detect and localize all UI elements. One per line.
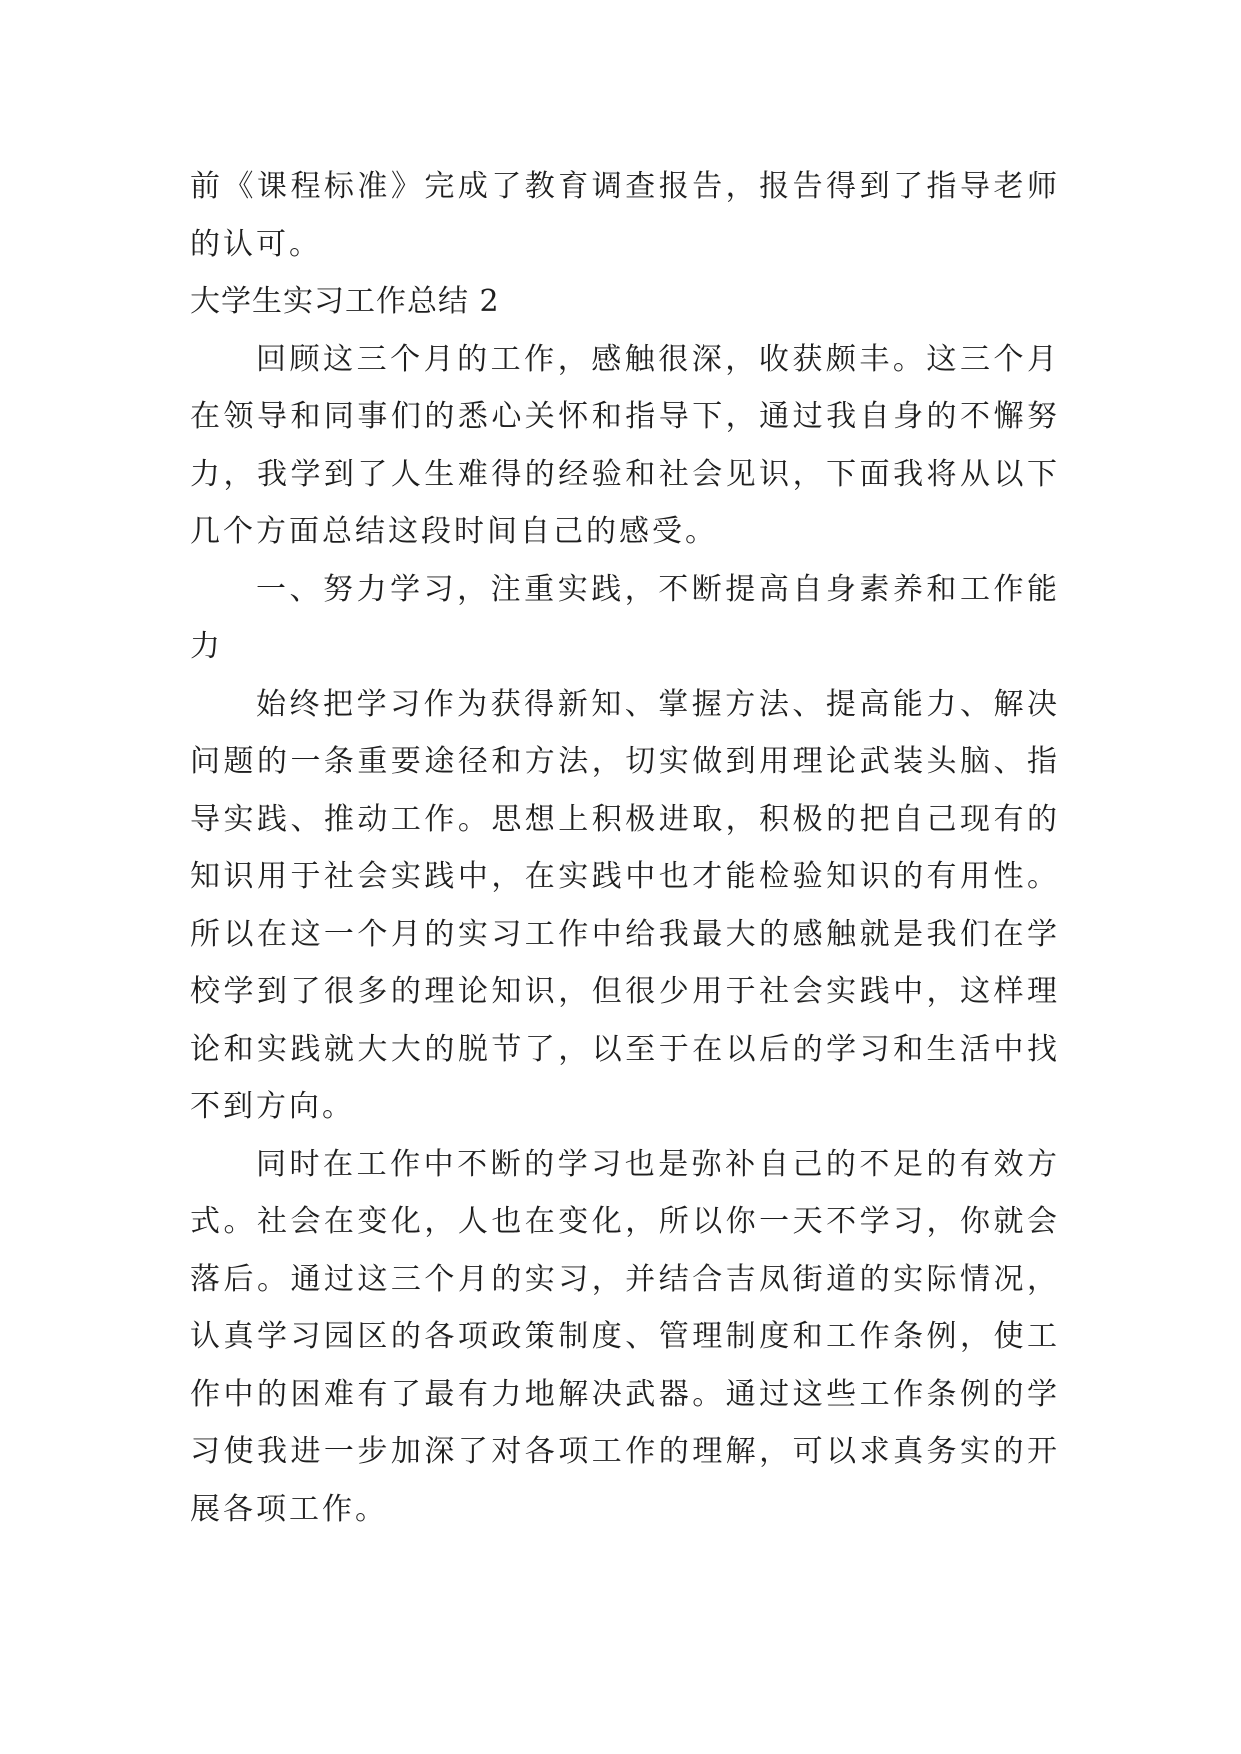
section-title: 大学生实习工作总结 2 (190, 284, 500, 319)
paragraph-continuous-learning: 同时在工作中不断的学习也是弥补自己的不足的有效方式。社会在变化，人也在变化，所以你一天不学习，你就会落后。通过这三个月的实习，并结合吉凤街道的实际情况，认真学习园区的各项政策制度、管理制度和工作条例，使工作中的困难有了最有力地解决武器。通过这些工作条例的学习使我进一步加深了对各项工作的理解，可以求真务实的开展各项工作。 (190, 1146, 1060, 1527)
document-body (190, 158, 1060, 1538)
paragraph-intro: 回顾这三个月的工作，感触很深，收获颇丰。这三个月在领导和同事们的悉心关怀和指导下，通过我自身的不懈努力，我学到了人生难得的经验和社会见识，下面我将从以下几个方面总结这段时间自己的感受。 (190, 341, 1060, 549)
paragraph-study: 始终把学习作为获得新知、掌握方法、提高能力、解决问题的一条重要途径和方法，切实做到用理论武装头脑、指导实践、推动工作。思想上积极进取，积极的把自己现有的知识用于社会实践中，在实践中也才能检验知识的有用性。所以在这一个月的实习工作中给我最大的感触就是我们在学校学到了很多的理论知识，但很少用于社会实践中，这样理论和实践就大大的脱节了，以至于在以后的学习和生活中找不到方向。 (190, 686, 1060, 1124)
paragraph-continuation: 前《课程标准》完成了教育调查报告，报告得到了指导老师的认可。 (190, 169, 1060, 262)
subheading-one: 一、努力学习，注重实践，不断提高自身素养和工作能力 (190, 571, 1060, 664)
